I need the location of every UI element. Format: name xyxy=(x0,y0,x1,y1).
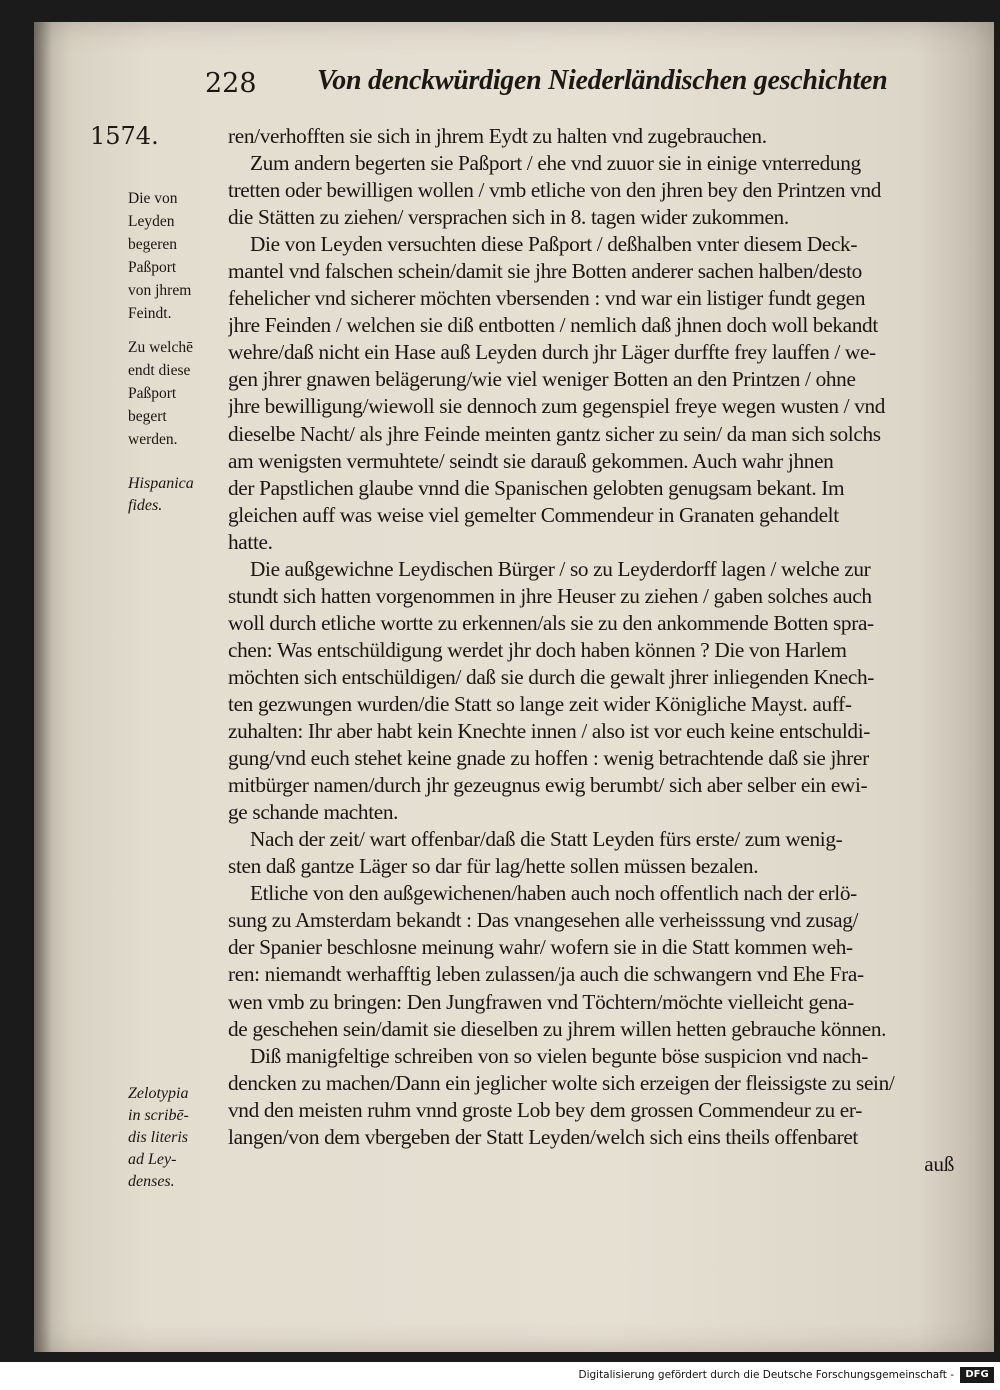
text-line: am wenigsten vermuhtete/ seindt sie darauß gekommen. Auch wahr jhnen xyxy=(228,448,834,473)
text-line: woll durch etliche wortte zu erkennen/als sie zu den ankommende Botten spra- xyxy=(228,610,874,635)
margin-note xyxy=(128,473,228,517)
text-line: gung/vnd euch stehet keine gnade zu hoffen : wenig betrachtende daß sie jhrer xyxy=(228,746,869,771)
text-line: Zum andern begerten sie Paßport / ehe vnd zuuor sie in einige vnterredung xyxy=(250,151,861,176)
margin-note-line: Leyden xyxy=(128,213,175,230)
margin-note-line: Die von xyxy=(128,190,178,207)
margin-note-line: Zu welchē xyxy=(128,339,193,356)
text-line: Nach der zeit/ wart offenbar/daß die Statt Leyden fürs erste/ zum wenig- xyxy=(250,827,843,852)
dfg-logo: DFG xyxy=(960,1367,994,1383)
margin-note-line: in scribē- xyxy=(128,1107,189,1124)
margin-note-line: Feindt. xyxy=(128,305,172,322)
text-line: gleichen auff was weise viel gemelter Commendeur in Granaten gehandelt xyxy=(228,502,839,527)
text-line: jhre Feinden / welchen sie diß entbotten / nemlich daß jhnen doch woll bekandt xyxy=(228,313,878,338)
text-line: chen: Was entschüldigung werdet jhr doch haben können ? Die von Harlem xyxy=(228,637,847,662)
text-line: fehelicher vnd sicherer möchten vbersenden : vnd war ein listiger fundt gegen xyxy=(228,286,866,311)
catchword: auß xyxy=(924,1151,954,1176)
text-line: Die von Leyden versuchten diese Paßport / deßhalben vnter diesem Deck- xyxy=(250,232,858,257)
margin-note-line: von jhrem xyxy=(128,282,192,299)
text-line: tretten oder bewilligen wollen / vmb etliche von den jhren bey den Printzen vnd xyxy=(228,178,882,203)
text-line: der Spanier beschlosne meinung wahr/ wofern sie in die Statt kommen weh- xyxy=(228,935,853,960)
footer-bar xyxy=(0,1362,1000,1390)
text-line: mitbürger namen/durch jhr gezeugnus ewig berumbt/ sich aber selber ein ewi- xyxy=(228,773,868,798)
margin-note-line: Zelotypia xyxy=(128,1085,189,1102)
text-line: Diß manigfeltige schreiben von so vielen begunte böse suspicion vnd nach- xyxy=(250,1043,868,1068)
margin-note-line: dis literis xyxy=(128,1129,189,1146)
text-line: Die außgewichne Leydischen Bürger / so zu Leyderdorff lagen / welche zur xyxy=(250,556,871,581)
text-line: die Stätten zu ziehen/ versprachen sich in 8. tagen wider zukommen. xyxy=(228,205,789,230)
page-header xyxy=(205,62,905,102)
text-line: ren/verhofften sie sich in jhrem Eydt zu halten vnd zugebrauchen. xyxy=(228,124,767,148)
text-line: dieselbe Nacht/ als jhre Feinde meinten gantz sicher zu sein/ da man sich solchs xyxy=(228,421,881,446)
body-text xyxy=(228,123,968,1178)
margin-note-line: endt diese xyxy=(128,362,191,379)
page-number: 228 xyxy=(205,68,257,99)
funding-credit: Digitalisierung gefördert durch die Deutsche Forschungsgemeinschaft - xyxy=(578,1369,954,1381)
margin-note xyxy=(128,1083,228,1193)
text-line: möchten sich entschüldigen/ daß sie durch die gewalt jhrer inliegenden Knech- xyxy=(228,664,875,689)
margin-note-line: begeren xyxy=(128,236,178,253)
text-line: dencken zu machen/Dann ein jeglicher wolte sich erzeigen der fleissigste zu sein/ xyxy=(228,1070,895,1095)
text-line: gen jhrer gnawen belägerung/wie viel weniger Botten an den Printzen / ohne xyxy=(228,367,856,392)
text-line: hatte. xyxy=(228,529,273,554)
text-line: sung zu Amsterdam bekandt : Das vnangesehen alle verheisssung vnd zusag/ xyxy=(228,908,859,933)
margin-note-line: denses. xyxy=(128,1173,175,1190)
text-line: jhre bewilligung/wiewoll sie dennoch zum gegenspiel freye wegen wusten / vnd xyxy=(228,394,886,419)
margin-note xyxy=(128,187,228,325)
text-line: wen vmb zu bringen: Den Jungfrawen vnd Töchtern/möchte vielleicht gena- xyxy=(228,989,854,1014)
text-line: vnd den meisten ruhm vnnd groste Lob bey dem grossen Commendeur zu er- xyxy=(228,1097,862,1122)
text-line: ten gezwungen wurden/die Statt so lange zeit wider Königliche Mayst. auff- xyxy=(228,691,852,716)
text-line: ge schande machten. xyxy=(228,800,399,825)
margin-year: 1574. xyxy=(90,122,159,150)
running-title: Von denckwürdigen Niederländischen geschichten xyxy=(317,65,888,96)
text-line: stundt sich hatten vorgenommen in jhre Heuser zu ziehen / gaben solches auch xyxy=(228,583,872,608)
margin-note-line: ad Ley- xyxy=(128,1151,177,1168)
margin-note-line: Paßport xyxy=(128,385,177,402)
text-line: langen/von dem vbergeben der Statt Leyden/welch sich eins theils offenbaret xyxy=(228,1124,859,1149)
margin-note-line: begert xyxy=(128,408,167,425)
margin-note-line: Hispanica xyxy=(128,475,194,492)
text-line: Etliche von den außgewichenen/haben auch noch offentlich nach der erlö- xyxy=(250,881,857,906)
text-line: sten daß gantze Läger so dar für lag/hette sollen müssen bezalen. xyxy=(228,854,759,879)
text-line: de geschehen sein/damit sie dieselben zu jhrem willen hetten gebrauche können. xyxy=(228,1016,887,1041)
text-line: wehre/daß nicht ein Hase auß Leyden durch jhr Läger durffte frey lauffen / we- xyxy=(228,340,876,365)
text-line: ren: niemandt werhafftig leben zulassen/ja auch die schwangern vnd Ehe Fra- xyxy=(228,962,864,987)
margin-note xyxy=(128,336,228,451)
text-line: zuhalten: Ihr aber habt kein Knechte innen / also ist vor euch keine entschuldi- xyxy=(228,719,871,744)
margin-note-line: werden. xyxy=(128,431,178,448)
text-line: der Papstlichen glaube vnnd die Spanischen gelobten genugsam bekant. Im xyxy=(228,475,845,500)
margin-note-line: Paßport xyxy=(128,259,177,276)
margin-note-line: fides. xyxy=(128,497,163,514)
text-line: mantel vnd falschen schein/damit sie jhre Botten anderer sachen halben/desto xyxy=(228,259,862,284)
